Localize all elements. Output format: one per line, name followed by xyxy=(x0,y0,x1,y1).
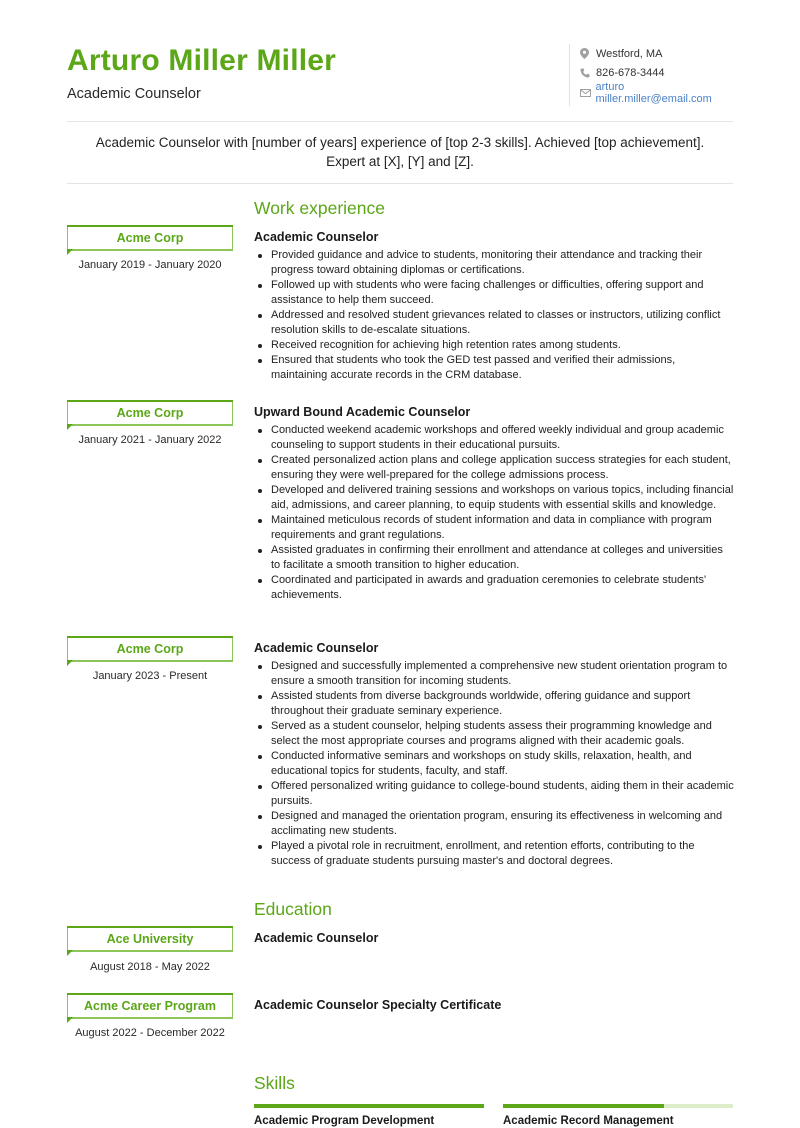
list-item: Assisted graduates in confirming their enrollment and attendance at colleges and universities to facilitate a smooth transition to higher education. xyxy=(254,543,734,573)
candidate-name: Arturo Miller Miller xyxy=(67,44,337,77)
education-entry xyxy=(254,997,734,1013)
list-item: Served as a student counselor, helping students assess their programming knowledge and select the most appropriate courses and programs aligned with their academic goals. xyxy=(254,719,734,749)
section-title-skills: Skills xyxy=(254,1073,295,1093)
list-item: Provided guidance and advice to students, monitoring their attendance and tracking their progress toward obtaining diplomas or certifications. xyxy=(254,248,734,278)
location-text: Westford, MA xyxy=(596,47,663,60)
list-item: Played a pivotal role in recruitment, enrollment, and retention efforts, contributing to the success of graduate students pursuing master's and doctoral degrees. xyxy=(254,839,734,869)
company-tag: Acme Corp xyxy=(67,226,233,250)
phone-icon xyxy=(580,68,596,78)
skill-level-fill xyxy=(254,1104,484,1108)
education-entry xyxy=(254,930,734,946)
section-title-work: Work experience xyxy=(254,198,385,218)
school-tag: Ace University xyxy=(67,927,233,951)
list-item: Offered personalized writing guidance to college-bound students, aiding them in their academic pursuits. xyxy=(254,779,734,809)
job-bullets xyxy=(254,423,734,603)
skill-bar xyxy=(254,1104,484,1108)
job-bullets xyxy=(254,659,734,869)
job-entry xyxy=(254,640,734,869)
job-entry xyxy=(254,229,734,383)
mail-icon xyxy=(580,89,596,97)
skill-item xyxy=(254,1104,484,1127)
header-divider xyxy=(67,121,733,122)
company-tag: Acme Corp xyxy=(67,637,233,661)
list-item: Conducted weekend academic workshops and offered weekly individual and group academic counseling to support students in their educational pursuits. xyxy=(254,423,734,453)
list-item: Maintained meticulous records of student information and data in compliance with program requirements and grant regulations. xyxy=(254,513,734,543)
list-item: Conducted informative seminars and workshops on study skills, relaxation, health, and educational topics for students, faculty, and staff. xyxy=(254,749,734,779)
list-item: Addressed and resolved student grievances related to classes or instructors, utilizing conflict resolution skills to de-escalate situations. xyxy=(254,308,734,338)
degree-title: Academic Counselor xyxy=(254,931,379,945)
education-dates: August 2018 - May 2022 xyxy=(90,961,210,973)
summary-text: Academic Counselor with [number of years] experience of [top 2-3 skills]. Achieved [top achievement]. Expert at [X], [Y] and [Z]. xyxy=(95,135,705,169)
skill-bar xyxy=(503,1104,733,1108)
list-item: Ensured that students who took the GED test passed and verified their admissions, maintaining accurate records in the CRM database. xyxy=(254,353,734,383)
contact-block xyxy=(569,44,739,106)
skill-name: Academic Record Management xyxy=(503,1115,674,1127)
list-item: Designed and managed the orientation program, ensuring its effectiveness in welcoming and acclimating new students. xyxy=(254,809,734,839)
list-item: Coordinated and participated in awards and graduation ceremonies to celebrate students' achievements. xyxy=(254,573,734,603)
list-item: Received recognition for achieving high retention rates among students. xyxy=(254,338,734,353)
phone-text: 826-678-3444 xyxy=(596,67,665,80)
job-title: Academic Counselor xyxy=(254,641,379,655)
contact-location xyxy=(580,44,739,64)
education-dates: August 2022 - December 2022 xyxy=(75,1027,225,1039)
list-item: Developed and delivered training sessions and workshops on various topics, including financial aid, admissions, and career planning, to equip students with essential skills and knowledge. xyxy=(254,483,734,513)
skill-item xyxy=(503,1104,733,1127)
list-item: Designed and successfully implemented a comprehensive new student orientation program to ensure a smooth transition for incoming students. xyxy=(254,659,734,689)
skill-level-fill xyxy=(503,1104,664,1108)
email-link[interactable]: arturo miller.miller@email.com xyxy=(595,80,712,105)
degree-title: Academic Counselor Specialty Certificate xyxy=(254,998,502,1012)
candidate-title: Academic Counselor xyxy=(67,86,201,102)
map-pin-icon xyxy=(580,48,596,59)
list-item: Followed up with students who were facing challenges or difficulties, offering support and assistance to help them succeed. xyxy=(254,278,734,308)
contact-email[interactable] xyxy=(580,80,739,105)
job-bullets xyxy=(254,248,734,383)
job-dates: January 2021 - January 2022 xyxy=(78,434,222,446)
resume-header xyxy=(67,44,733,114)
list-item: Assisted students from diverse backgrounds worldwide, offering guidance and support throughout their graduate seminary experience. xyxy=(254,689,734,719)
list-item: Created personalized action plans and college application success strategies for each student, ensuring they were well-prepared for the college admissions process. xyxy=(254,453,734,483)
school-tag: Acme Career Program xyxy=(67,994,233,1018)
job-title: Upward Bound Academic Counselor xyxy=(254,405,471,419)
job-entry xyxy=(254,404,734,603)
summary-divider xyxy=(67,183,733,184)
job-dates: January 2019 - January 2020 xyxy=(78,259,222,271)
job-dates: January 2023 - Present xyxy=(92,670,208,682)
job-title: Academic Counselor xyxy=(254,230,379,244)
skill-name: Academic Program Development xyxy=(254,1115,435,1127)
company-tag: Acme Corp xyxy=(67,401,233,425)
section-title-education: Education xyxy=(254,899,332,919)
